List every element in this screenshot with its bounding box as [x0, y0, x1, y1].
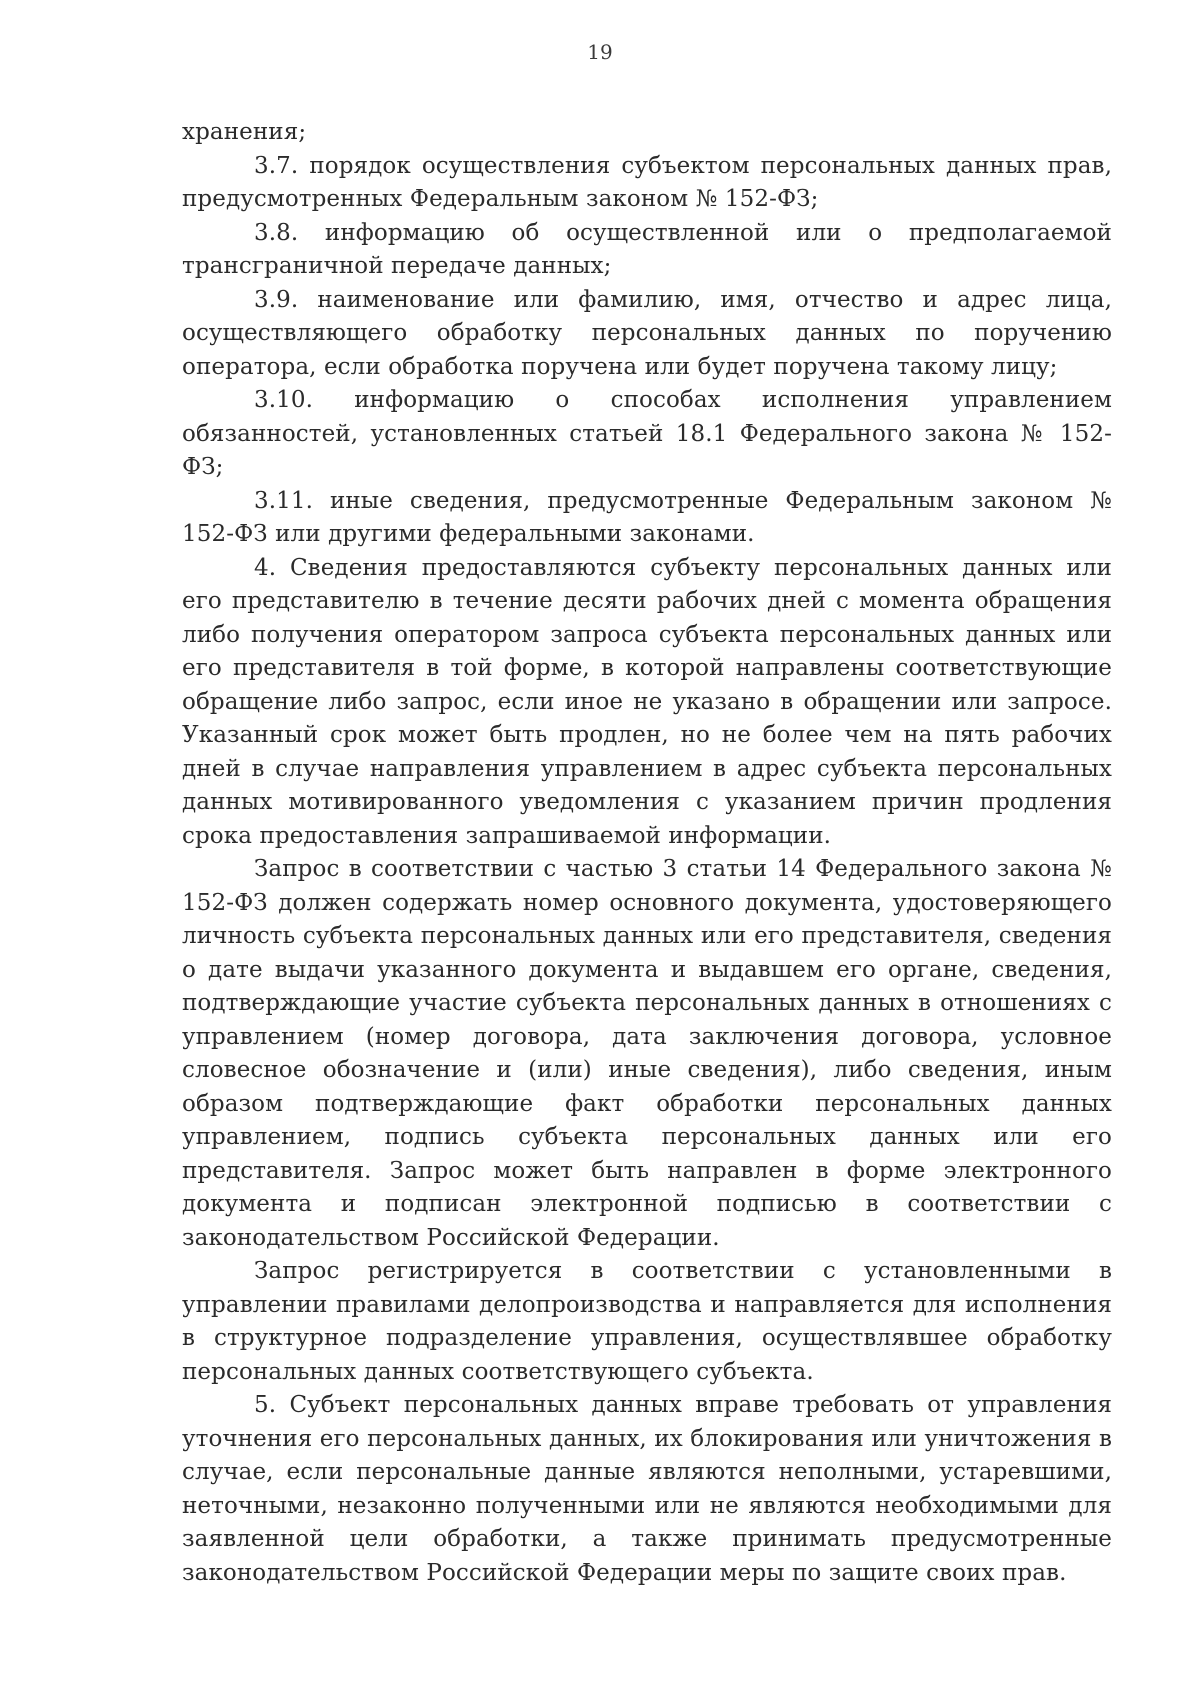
paragraph-request-content: Запрос в соответствии с частью 3 статьи 14 Федерального закона № 152-ФЗ должен содержать номер основного документа, удостоверяющего личность субъекта персональных данных или его представителя, сведения о дате выдачи указанного документа и выдавшем его органе, сведения, подтверждающие участие субъекта персональных данных в отношениях с управлением (номер договора, дата заключения договора, условное словесное обозначение и (или) иные сведения), либо сведения, иным образом подтверждающие факт обработки персональных данных управлением, подпись субъекта персональных данных или его представителя. Запрос может быть направлен в форме электронного документа и подписан электронной подписью в соответствии с законодательством Российской Федерации. — [182, 856, 1112, 1251]
page-number: 19 — [587, 40, 613, 64]
paragraph-3-7: 3.7. порядок осуществления субъектом персональных данных прав, предусмотренных Федеральным законом № 152-ФЗ; — [182, 152, 1112, 212]
paragraph-3-9: 3.9. наименование или фамилию, имя, отчество и адрес лица, осуществляющего обработку персональных данных по поручению оператора, если обработка поручена или будет поручена такому лицу; — [182, 286, 1112, 380]
paragraph-4: 4. Сведения предоставляются субъекту персональных данных или его представителю в течение десяти рабочих дней с момента обращения либо получения оператором запроса субъекта персональных данных или его представителя в той форме, в которой направлены соответствующие обращение либо запрос, если иное не указано в обращении или запросе. Указанный срок может быть продлен, но не более чем на пять рабочих дней в случае направления управлением в адрес субъекта персональных данных мотивированного уведомления с указанием причин продления срока предоставления запрашиваемой информации. — [182, 554, 1112, 849]
paragraph-3-11: 3.11. иные сведения, предусмотренные Федеральным законом № 152-ФЗ или другими федеральными законами. — [182, 487, 1112, 547]
paragraph-continuation: хранения; — [182, 119, 307, 145]
document-body — [182, 116, 1112, 1590]
paragraph-5: 5. Субъект персональных данных вправе требовать от управления уточнения его персональных данных, их блокирования или уничтожения в случае, если персональные данные являются неполными, устаревшими, неточными, незаконно полученными или не являются необходимыми для заявленной цели обработки, а также принимать предусмотренные законодательством Российской Федерации меры по защите своих прав. — [182, 1392, 1112, 1586]
paragraph-request-registration: Запрос регистрируется в соответствии с установленными в управлении правилами делопроизводства и направляется для исполнения в структурное подразделение управления, осуществлявшее обработку персональных данных соответствующего субъекта. — [182, 1258, 1112, 1385]
paragraph-3-8: 3.8. информацию об осуществленной или о предполагаемой трансграничной передаче данных; — [182, 219, 1112, 279]
paragraph-3-10: 3.10. информацию о способах исполнения управлением обязанностей, установленных статьей 18.1 Федерального закона № 152-ФЗ; — [182, 387, 1112, 480]
